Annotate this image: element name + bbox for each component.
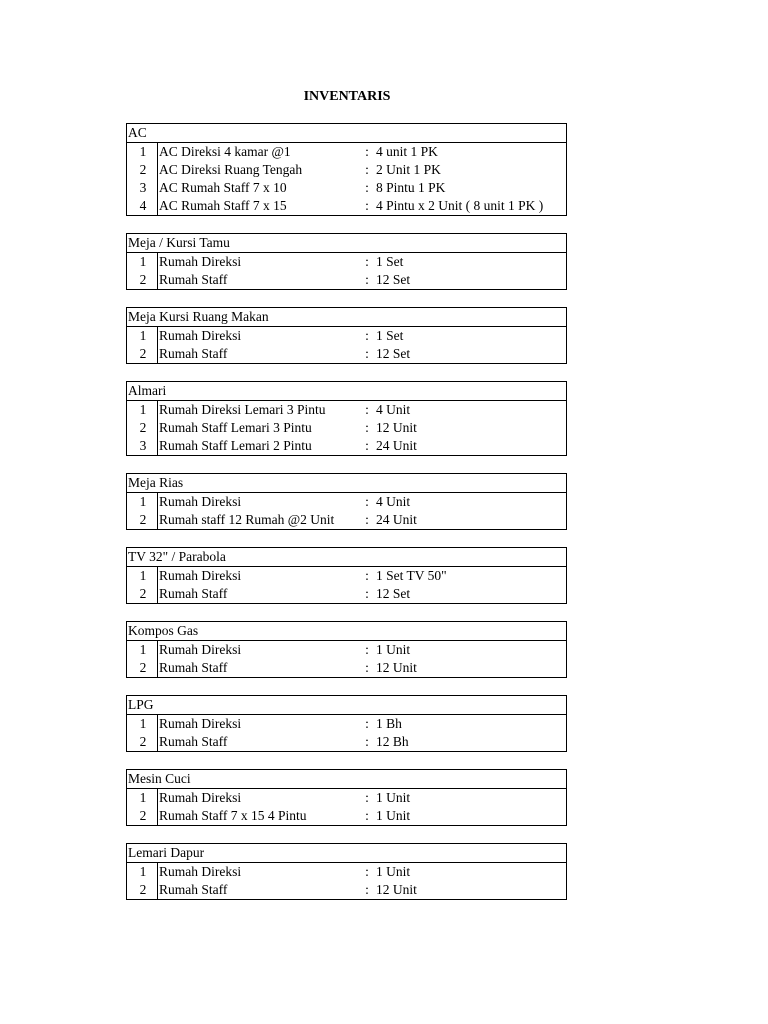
separator-colon: : bbox=[365, 402, 369, 417]
section-heading: Meja Rias bbox=[127, 474, 566, 493]
table-row bbox=[127, 161, 566, 179]
item-value: 12 Set bbox=[376, 272, 411, 287]
item-number: 2 bbox=[127, 881, 158, 899]
section-heading: Kompos Gas bbox=[127, 622, 566, 641]
item-value: 1 Unit bbox=[376, 864, 411, 879]
item-number: 1 bbox=[127, 715, 158, 733]
table-row bbox=[127, 641, 566, 659]
section-heading: Lemari Dapur bbox=[127, 844, 566, 863]
item-name: Rumah Staff Lemari 3 Pintu bbox=[159, 420, 312, 435]
item-value: 12 Set bbox=[376, 586, 411, 601]
table-row bbox=[127, 493, 566, 511]
separator-colon: : bbox=[365, 716, 369, 731]
separator-colon: : bbox=[365, 808, 369, 823]
inventory-section bbox=[126, 769, 567, 826]
section-heading: Mesin Cuci bbox=[127, 770, 566, 789]
separator-colon: : bbox=[365, 254, 369, 269]
item-value: 1 Unit bbox=[376, 642, 411, 657]
item-name: Rumah Staff bbox=[159, 272, 228, 287]
table-row bbox=[127, 345, 566, 363]
item-number: 1 bbox=[127, 567, 158, 585]
item-number: 2 bbox=[127, 419, 158, 437]
item-number: 1 bbox=[127, 253, 158, 271]
item-name: Rumah Direksi bbox=[159, 716, 242, 731]
table-row bbox=[127, 401, 566, 419]
item-value: 4 Pintu x 2 Unit ( 8 unit 1 PK ) bbox=[376, 198, 544, 213]
item-value: 8 Pintu 1 PK bbox=[376, 180, 446, 195]
item-value: 24 Unit bbox=[376, 512, 417, 527]
item-name: Rumah Direksi bbox=[159, 790, 242, 805]
item-name: Rumah Direksi bbox=[159, 328, 242, 343]
item-name: Rumah Direksi bbox=[159, 254, 242, 269]
item-number: 1 bbox=[127, 327, 158, 345]
table-row bbox=[127, 881, 566, 899]
item-name: AC Rumah Staff 7 x 15 bbox=[159, 198, 287, 213]
inventory-section bbox=[126, 843, 567, 900]
table-row bbox=[127, 253, 566, 271]
item-value: 1 Bh bbox=[376, 716, 402, 731]
item-name: AC Rumah Staff 7 x 10 bbox=[159, 180, 287, 195]
table-row bbox=[127, 585, 566, 603]
item-number: 3 bbox=[127, 179, 158, 197]
table-row bbox=[127, 419, 566, 437]
table-row bbox=[127, 327, 566, 345]
inventory-section bbox=[126, 695, 567, 752]
item-name: Rumah Staff Lemari 2 Pintu bbox=[159, 438, 312, 453]
inventory-section bbox=[126, 307, 567, 364]
table-row bbox=[127, 143, 566, 161]
separator-colon: : bbox=[365, 586, 369, 601]
table-row bbox=[127, 789, 566, 807]
table-row bbox=[127, 715, 566, 733]
separator-colon: : bbox=[365, 420, 369, 435]
item-name: Rumah Staff bbox=[159, 734, 228, 749]
item-name: Rumah Staff bbox=[159, 882, 228, 897]
section-heading: Meja Kursi Ruang Makan bbox=[127, 308, 566, 327]
separator-colon: : bbox=[365, 328, 369, 343]
separator-colon: : bbox=[365, 272, 369, 287]
separator-colon: : bbox=[365, 346, 369, 361]
table-row bbox=[127, 863, 566, 881]
item-value: 24 Unit bbox=[376, 438, 417, 453]
inventory-sections bbox=[126, 123, 567, 917]
table-row bbox=[127, 659, 566, 677]
separator-colon: : bbox=[365, 162, 369, 177]
separator-colon: : bbox=[365, 144, 369, 159]
separator-colon: : bbox=[365, 512, 369, 527]
item-value: 4 Unit bbox=[376, 402, 411, 417]
item-name: AC Direksi 4 kamar @1 bbox=[159, 144, 291, 159]
item-number: 1 bbox=[127, 143, 158, 161]
table-row bbox=[127, 733, 566, 751]
item-number: 1 bbox=[127, 789, 158, 807]
item-number: 1 bbox=[127, 863, 158, 881]
item-number: 2 bbox=[127, 659, 158, 677]
item-value: 4 Unit bbox=[376, 494, 411, 509]
item-number: 2 bbox=[127, 345, 158, 363]
item-number: 2 bbox=[127, 585, 158, 603]
item-value: 1 Unit bbox=[376, 808, 411, 823]
separator-colon: : bbox=[365, 180, 369, 195]
page-title: INVENTARIS bbox=[303, 89, 391, 104]
item-name: Rumah Direksi Lemari 3 Pintu bbox=[159, 402, 326, 417]
item-name: Rumah Direksi bbox=[159, 642, 242, 657]
item-name: Rumah Direksi bbox=[159, 568, 242, 583]
item-number: 1 bbox=[127, 401, 158, 419]
item-value: 1 Unit bbox=[376, 790, 411, 805]
inventory-section bbox=[126, 621, 567, 678]
item-name: Rumah staff 12 Rumah @2 Unit bbox=[159, 512, 335, 527]
item-value: 2 Unit 1 PK bbox=[376, 162, 441, 177]
item-name: Rumah Staff bbox=[159, 586, 228, 601]
section-heading: AC bbox=[127, 124, 566, 143]
item-number: 2 bbox=[127, 271, 158, 289]
item-number: 2 bbox=[127, 807, 158, 825]
item-value: 12 Bh bbox=[376, 734, 409, 749]
item-name: Rumah Staff bbox=[159, 660, 228, 675]
separator-colon: : bbox=[365, 494, 369, 509]
item-value: 12 Set bbox=[376, 346, 411, 361]
item-value: 12 Unit bbox=[376, 882, 417, 897]
item-name: AC Direksi Ruang Tengah bbox=[159, 162, 303, 177]
table-row bbox=[127, 179, 566, 197]
item-value: 1 Set bbox=[376, 328, 404, 343]
inventory-section bbox=[126, 233, 567, 290]
table-row bbox=[127, 511, 566, 529]
item-number: 2 bbox=[127, 511, 158, 529]
item-name: Rumah Direksi bbox=[159, 494, 242, 509]
item-name: Rumah Direksi bbox=[159, 864, 242, 879]
separator-colon: : bbox=[365, 790, 369, 805]
item-number: 2 bbox=[127, 733, 158, 751]
inventory-section bbox=[126, 123, 567, 216]
inventory-section bbox=[126, 381, 567, 456]
separator-colon: : bbox=[365, 882, 369, 897]
item-value: 1 Set bbox=[376, 254, 404, 269]
item-name: Rumah Staff bbox=[159, 346, 228, 361]
section-heading: TV 32" / Parabola bbox=[127, 548, 566, 567]
item-value: 12 Unit bbox=[376, 420, 417, 435]
separator-colon: : bbox=[365, 568, 369, 583]
separator-colon: : bbox=[365, 438, 369, 453]
inventory-section bbox=[126, 547, 567, 604]
inventory-section bbox=[126, 473, 567, 530]
item-number: 2 bbox=[127, 161, 158, 179]
item-number: 4 bbox=[127, 197, 158, 215]
table-row bbox=[127, 567, 566, 585]
item-value: 12 Unit bbox=[376, 660, 417, 675]
item-number: 1 bbox=[127, 641, 158, 659]
section-heading: Almari bbox=[127, 382, 566, 401]
item-number: 1 bbox=[127, 493, 158, 511]
section-heading: LPG bbox=[127, 696, 566, 715]
separator-colon: : bbox=[365, 198, 369, 213]
table-row bbox=[127, 437, 566, 455]
separator-colon: : bbox=[365, 864, 369, 879]
item-value: 4 unit 1 PK bbox=[376, 144, 438, 159]
item-value: 1 Set TV 50" bbox=[376, 568, 447, 583]
table-row bbox=[127, 197, 566, 215]
section-heading: Meja / Kursi Tamu bbox=[127, 234, 566, 253]
table-row bbox=[127, 271, 566, 289]
separator-colon: : bbox=[365, 642, 369, 657]
table-row bbox=[127, 807, 566, 825]
separator-colon: : bbox=[365, 734, 369, 749]
separator-colon: : bbox=[365, 660, 369, 675]
item-name: Rumah Staff 7 x 15 4 Pintu bbox=[159, 808, 307, 823]
item-number: 3 bbox=[127, 437, 158, 455]
